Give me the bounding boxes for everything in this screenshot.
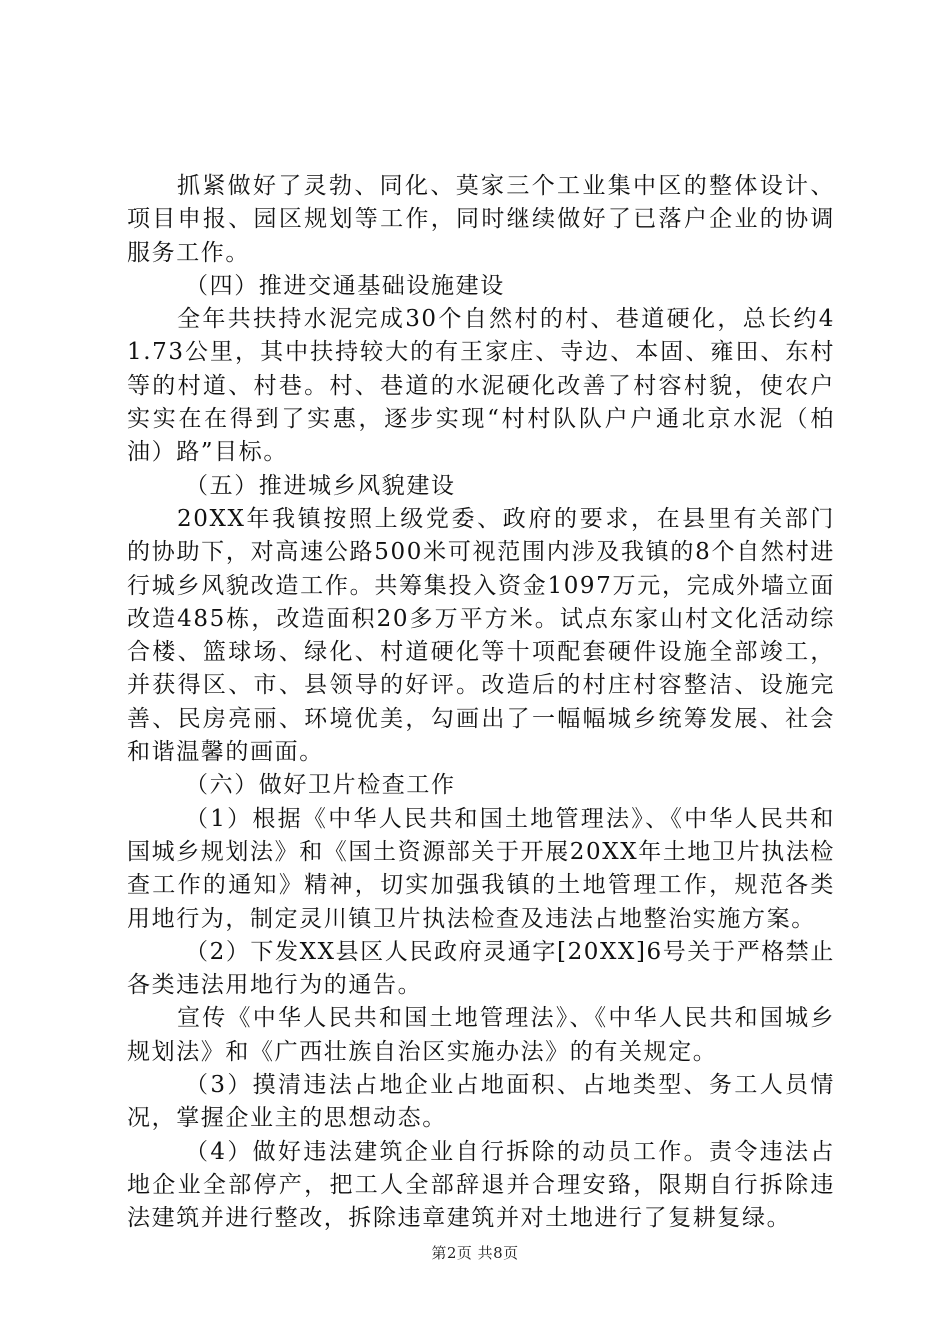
- paragraph-publicity: 宣传《中华人民共和国土地管理法》、《中华人民共和国城乡规划法》和《广西壮族自治区实施办法》的有关规定。: [127, 1005, 835, 1065]
- paragraph-item-1: （1）根据《中华人民共和国土地管理法》、《中华人民共和国城乡规划法》和《国土资源部关于开展20XX年土地卫片执法检查工作的通知》精神，切实加强我镇的土地管理工作，规范各类用地行为，制定灵川镇卫片执法检查及违法占地整治实施方案。: [127, 805, 836, 932]
- paragraph-townscape: 20XX年我镇按照上级党委、政府的要求，在县里有关部门的协助下，对高速公路500米可视范围内涉及我镇的8个自然村进行城乡风貌改造工作。共筹集投入资金1097万元，完成外墙立面改造485栋，改造面积20多万平方米。试点东家山村文化活动综合楼、篮球场、绿化、村道硬化等十项配套硬件设施全部竣工，并获得区、市、县领导的好评。改造后的村庄村容整洁、设施完善、民房亮丽、环境优美，勾画出了一幅幅城乡统筹发展、社会和谐温馨的画面。: [127, 505, 835, 766]
- paragraph-industrial-zones: 抓紧做好了灵勃、同化、莫家三个工业集中区的整体设计、项目申报、园区规划等工作，同时继续做好了已落户企业的协调服务工作。: [127, 173, 835, 266]
- section-heading-satellite-check: （六）做好卫片检查工作: [185, 772, 456, 799]
- page-number-footer: 第2页 共8页: [431, 1244, 519, 1262]
- paragraph-item-4: （4）做好违法建筑企业自行拆除的动员工作。责令违法占地企业全部停产，把工人全部辞退并合理安臵，限期自行拆除违法建筑并进行整改，拆除违章建筑并对土地进行了复耕复绿。: [127, 1138, 835, 1232]
- section-heading-townscape: （五）推进城乡风貌建设: [185, 472, 456, 499]
- paragraph-item-2: （2）下发XX县区人民政府灵通字[20XX]6号关于严格禁止各类违法用地行为的通告。: [127, 938, 835, 999]
- paragraph-transport: 全年共扶持水泥完成30个自然村的村、巷道硬化，总长约41.73公里，其中扶持较大的有王家庄、寺边、本固、雍田、东村等的村道、村巷。村、巷道的水泥硬化改善了村容村貌，使农户实实在在得到了实惠，逐步实现“村村队队户户通北京水泥（柏油）路”目标。: [127, 306, 835, 466]
- section-heading-transport: （四）推进交通基础设施建设: [185, 272, 505, 299]
- paragraph-item-3: （3）摸清违法占地企业占地面积、占地类型、务工人员情况，掌握企业主的思想动态。: [127, 1072, 835, 1132]
- document-body: [127, 170, 835, 1236]
